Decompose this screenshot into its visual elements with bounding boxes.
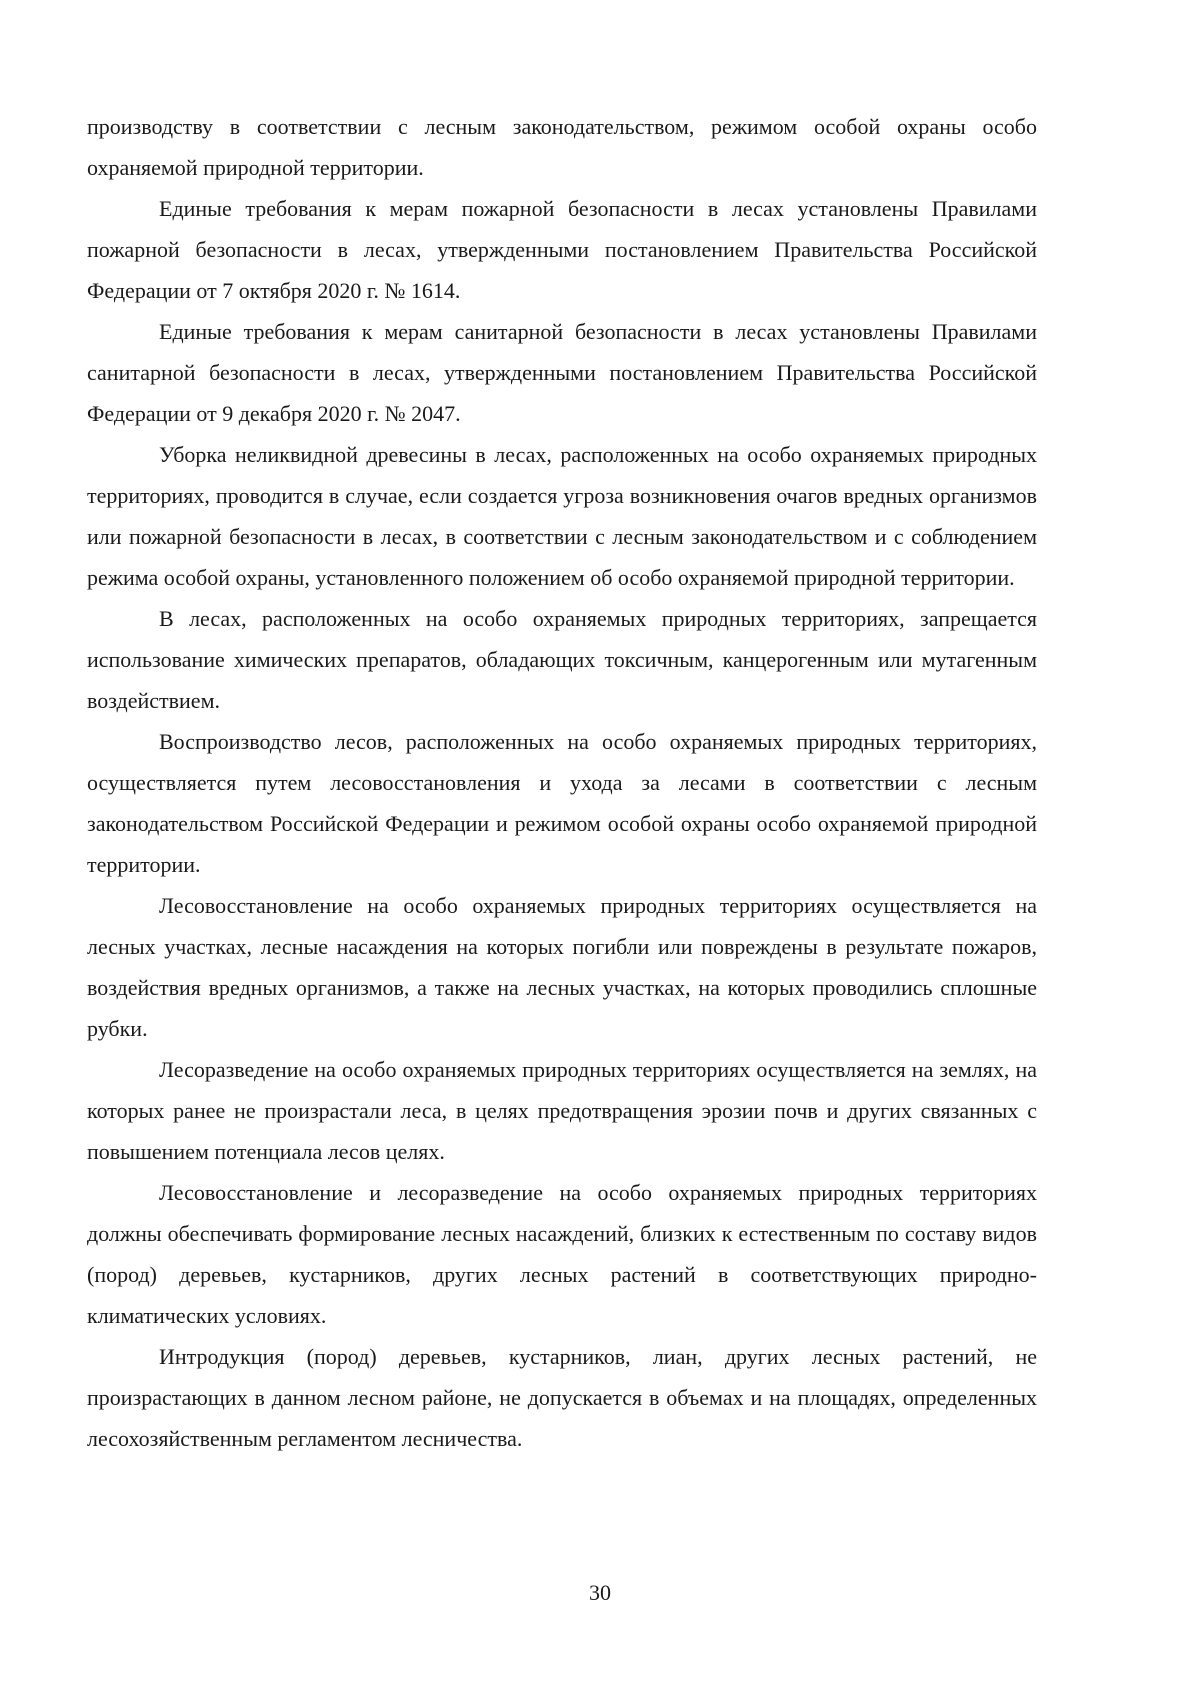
paragraph-introduction: Интродукция (пород) деревьев, кустарников, лиан, других лесных растений, не произрастающих в данном лесном районе, не допускается в объемах и на площадях, определенных лесохозяйственным регламентом лесничества.	[87, 1344, 1037, 1451]
paragraph-forest-reproduction: Воспроизводство лесов, расположенных на особо охраняемых природных территориях, осуществляется путем лесовосстановления и ухода за лесами в соответствии с лесным законодательством Российской Федерации и режимом особой охраны особо охраняемой природной территории.	[87, 729, 1037, 877]
paragraph-natural-stands: Лесовосстановление и лесоразведение на особо охраняемых природных территориях должны обеспечивать формирование лесных насаждений, близких к естественным по составу видов (пород) деревьев, кустарников, других лесных растений в соответствующих природно-климатических условиях.	[87, 1180, 1037, 1328]
document-body	[87, 106, 1037, 1459]
paragraph-afforestation: Лесоразведение на особо охраняемых природных территориях осуществляется на землях, на которых ранее не произрастали леса, в целях предотвращения эрозии почв и других связанных с повышением потенциала лесов целях.	[87, 1057, 1037, 1164]
paragraph-wood-cleanup: Уборка неликвидной древесины в лесах, расположенных на особо охраняемых природных территориях, проводится в случае, если создается угроза возникновения очагов вредных организмов или пожарной безопасности в лесах, в соответствии с лесным законодательством и с соблюдением режима особой охраны, установленного положением об особо охраняемой природной территории.	[87, 442, 1037, 590]
page-number: 30	[589, 1580, 611, 1605]
paragraph-fire-safety: Единые требования к мерам пожарной безопасности в лесах установлены Правилами пожарной безопасности в лесах, утвержденными постановлением Правительства Российской Федерации от 7 октября 2020 г. № 1614.	[87, 196, 1037, 303]
paragraph-continuation: производству в соответствии с лесным законодательством, режимом особой охраны особо охраняемой природной территории.	[87, 114, 1037, 180]
paragraph-sanitary-safety: Единые требования к мерам санитарной безопасности в лесах установлены Правилами санитарной безопасности в лесах, утвержденными постановлением Правительства Российской Федерации от 9 декабря 2020 г. № 2047.	[87, 319, 1037, 426]
paragraph-chemicals-ban: В лесах, расположенных на особо охраняемых природных территориях, запрещается использование химических препаратов, обладающих токсичным, канцерогенным или мутагенным воздействием.	[87, 606, 1037, 713]
paragraph-reforestation: Лесовосстановление на особо охраняемых природных территориях осуществляется на лесных участках, лесные насаждения на которых погибли или повреждены в результате пожаров, воздействия вредных организмов, а также на лесных участках, на которых проводились сплошные рубки.	[87, 893, 1037, 1041]
